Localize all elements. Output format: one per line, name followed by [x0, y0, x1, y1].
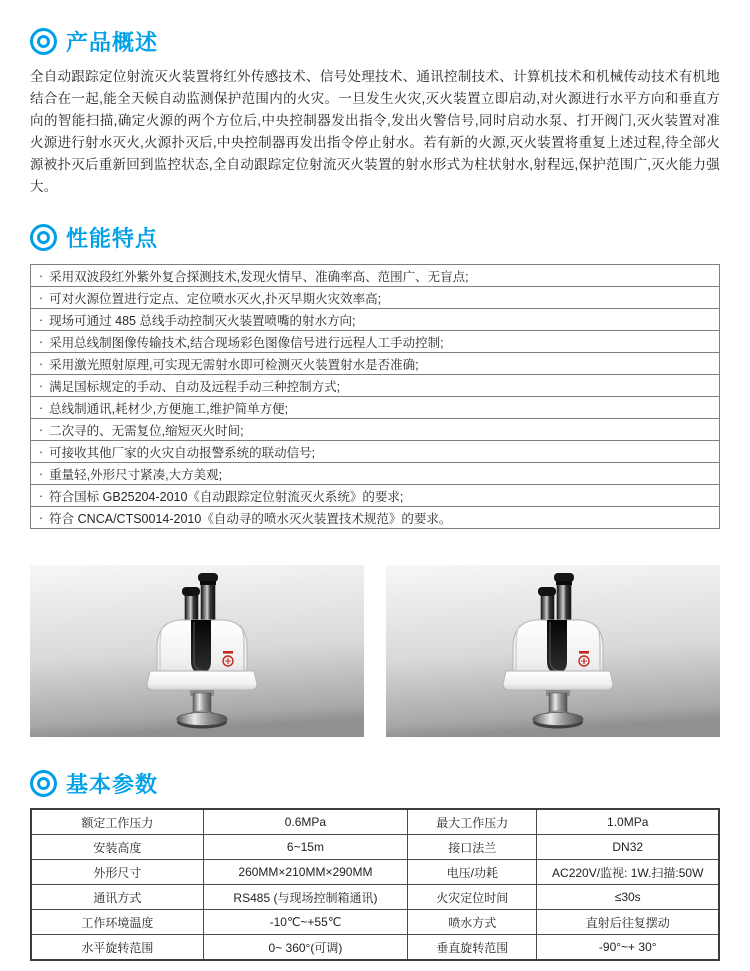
param-label: 外形尺寸 — [31, 860, 203, 885]
param-label: 接口法兰 — [408, 835, 537, 860]
feature-text: 采用总线制图像传输技术,结合现场彩色图像信号进行远程人工手动控制; — [49, 335, 444, 350]
bullseye-icon — [30, 224, 57, 251]
table-row — [31, 910, 719, 935]
param-label: 火灾定位时间 — [408, 885, 537, 910]
feature-item: · 现场可通过 485 总线手动控制灭火装置喷嘴的射水方向; — [30, 308, 720, 331]
feature-text: 满足国标规定的手动、自动及远程手动三种控制方式; — [49, 379, 341, 394]
feature-item: · 二次寻的、无需复位,缩短灭火时间; — [30, 418, 720, 441]
param-value: 直射后往复摆动 — [537, 910, 719, 935]
param-value: -10℃~+55℃ — [203, 910, 407, 935]
param-value: 6~15m — [203, 835, 407, 860]
feature-text: 重量轻,外形尺寸紧凑,大方美观; — [49, 467, 223, 482]
section-header-overview — [30, 26, 720, 57]
feature-text: 二次寻的、无需复位,缩短灭火时间; — [49, 423, 244, 438]
feature-text: 现场可通过 485 总线手动控制灭火装置喷嘴的射水方向; — [49, 313, 356, 328]
param-label: 额定工作压力 — [31, 809, 203, 835]
param-label: 垂直旋转范围 — [408, 935, 537, 961]
param-label: 通讯方式 — [31, 885, 203, 910]
table-row — [31, 835, 719, 860]
param-label: 喷水方式 — [408, 910, 537, 935]
overview-paragraph: 全自动跟踪定位射流灭火装置将红外传感技术、信号处理技术、通讯控制技术、计算机技术和机械传动技术有机地结合在一起,能全天候自动监测保护范围内的火灾。一旦发生火灾,灭火装置立即启动,对火源进行水平方向和垂直方向的智能扫描,确定火源的两个方位后,中央控制器发出指令,发出火警信号,同时启动水泵、打开阀门,灭火装置对准火源进行射水灭火,火源扑灭后,中央控制器再发出指令停止射水。若有新的火源,灭火装置将重复上述过程,待全部火源被扑灭后重新回到监控状态,全自动跟踪定位射流灭火装置的射水形式为柱状射水,射程远,保护范围广,灭火能力强大。 — [30, 69, 720, 194]
table-row — [31, 935, 719, 961]
feature-text: 可接收其他厂家的火灾自动报警系统的联动信号; — [49, 445, 316, 460]
param-value: AC220V/监视: 1W.扫描:50W — [537, 860, 719, 885]
feature-text: 符合 CNCA/CTS0014-2010《自动寻的喷水灭火装置技术规范》的要求。 — [49, 511, 452, 526]
section-title-overview: 产品概述 — [66, 30, 159, 55]
feature-text: 采用双波段红外紫外复合探测技术,发现火情早、准确率高、范围广、无盲点; — [49, 269, 469, 284]
param-label: 工作环境温度 — [31, 910, 203, 935]
parameters-table — [30, 808, 720, 961]
param-label: 水平旋转范围 — [31, 935, 203, 961]
section-header-features — [30, 222, 720, 253]
bullseye-icon — [30, 770, 57, 797]
param-value: DN32 — [537, 835, 719, 860]
product-spec-page — [0, 26, 750, 961]
product-photo-pair — [30, 565, 720, 737]
param-label: 电压/功耗 — [408, 860, 537, 885]
feature-item: · 采用总线制图像传输技术,结合现场彩色图像信号进行远程人工手动控制; — [30, 330, 720, 353]
section-title-features: 性能特点 — [66, 226, 159, 251]
feature-text: 采用激光照射原理,可实现无需射水即可检测灭火装置射水是否准确; — [49, 357, 419, 372]
param-value: 0~ 360°(可调) — [203, 935, 407, 961]
param-label: 安装高度 — [31, 835, 203, 860]
feature-text: 可对火源位置进行定点、定位喷水灭火,扑灭早期火灾效率高; — [49, 291, 382, 306]
bullseye-icon — [30, 28, 57, 55]
feature-item: · 重量轻,外形尺寸紧凑,大方美观; — [30, 462, 720, 485]
feature-item: · 总线制通讯,耗材少,方便施工,维护简单方便; — [30, 396, 720, 419]
product-images — [30, 565, 720, 742]
param-value: 0.6MPa — [203, 809, 407, 835]
section-header-params — [30, 768, 720, 799]
feature-text: 总线制通讯,耗材少,方便施工,维护简单方便; — [49, 401, 289, 416]
table-row — [31, 860, 719, 885]
feature-item: · 符合国标 GB25204-2010《自动跟踪定位射流灭火系统》的要求; — [30, 484, 720, 507]
product-image-left — [30, 565, 364, 737]
feature-item: · 可接收其他厂家的火灾自动报警系统的联动信号; — [30, 440, 720, 463]
feature-item: · 采用激光照射原理,可实现无需射水即可检测灭火装置射水是否准确; — [30, 352, 720, 375]
param-value: RS485 (与现场控制箱通讯) — [203, 885, 407, 910]
table-row — [31, 885, 719, 910]
section-title-params: 基本参数 — [66, 772, 159, 797]
table-row — [31, 809, 719, 835]
feature-item: · 采用双波段红外紫外复合探测技术,发现火情早、准确率高、范围广、无盲点; — [30, 264, 720, 287]
param-value: -90°~+ 30° — [537, 935, 719, 961]
feature-item: · 符合 CNCA/CTS0014-2010《自动寻的喷水灭火装置技术规范》的要求。 — [30, 506, 720, 529]
feature-list — [30, 264, 720, 529]
feature-item: · 可对火源位置进行定点、定位喷水灭火,扑灭早期火灾效率高; — [30, 286, 720, 309]
feature-text: 符合国标 GB25204-2010《自动跟踪定位射流灭火系统》的要求; — [49, 489, 404, 504]
feature-item: · 满足国标规定的手动、自动及远程手动三种控制方式; — [30, 374, 720, 397]
param-value: ≤30s — [537, 885, 719, 910]
param-label: 最大工作压力 — [408, 809, 537, 835]
param-value: 1.0MPa — [537, 809, 719, 835]
param-value: 260MM×210MM×290MM — [203, 860, 407, 885]
product-image-right — [386, 565, 720, 737]
